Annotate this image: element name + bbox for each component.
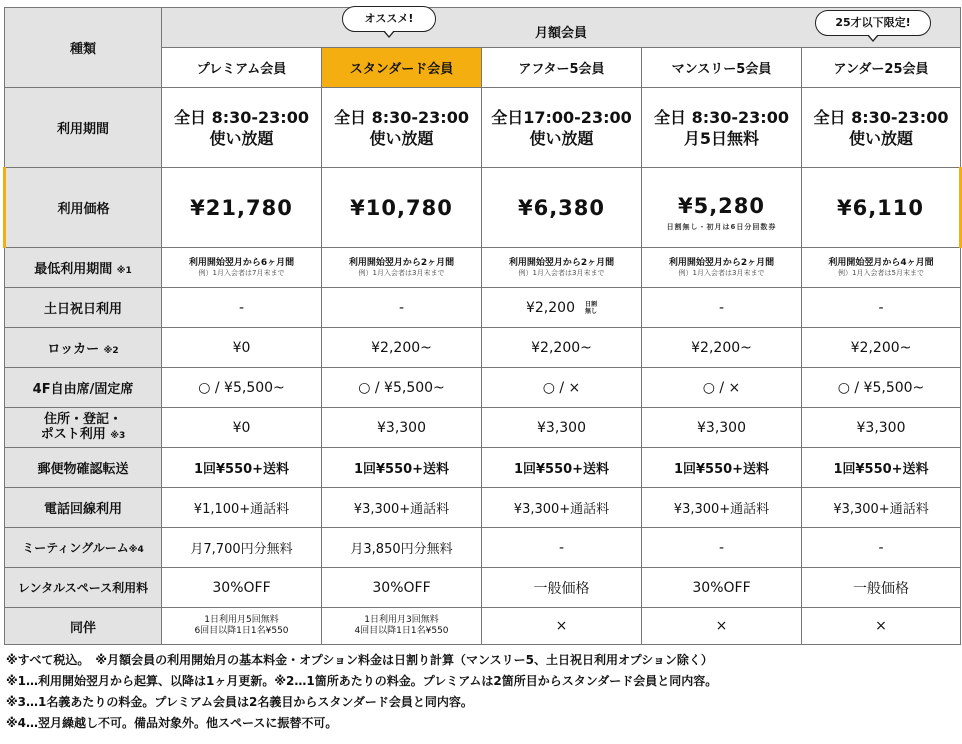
min-period-row [5, 248, 961, 288]
mail-row [5, 448, 961, 488]
row-label-mail: 郵便物確認転送 [5, 448, 162, 488]
period-cell: 全日 8:30-23:00 月5日無料 [642, 88, 802, 168]
type-header-label: 種類 [69, 42, 96, 57]
mail-cell: 1回¥550+送料 [642, 448, 802, 488]
meeting-cell: 月7,700円分無料 [162, 528, 322, 568]
under25-callout: 25才以下限定! [815, 10, 931, 36]
seats-cell: ○ / ¥5,500~ [802, 368, 961, 408]
locker-cell: ¥2,200~ [642, 328, 802, 368]
locker-cell: ¥0 [162, 328, 322, 368]
phone-cell: ¥1,100+通話料 [162, 488, 322, 528]
monthly-member-label: 月額会員 [535, 26, 588, 41]
mail-cell: 1回¥550+送料 [482, 448, 642, 488]
row-label-address: 住所・登記・ ポスト利用 ※3 [5, 408, 162, 448]
period-cell: 全日 8:30-23:00 使い放題 [802, 88, 961, 168]
plan-monthly5: マンスリー5会員 [642, 48, 802, 88]
plan-standard: スタンダード会員 [322, 48, 482, 88]
seats-cell: ○ / × [642, 368, 802, 408]
rental-cell: 30%OFF [642, 568, 802, 608]
locker-cell: ¥2,200~ [482, 328, 642, 368]
locker-row [5, 328, 961, 368]
row-label-period: 利用期間 [5, 88, 162, 168]
address-cell: ¥0 [162, 408, 322, 448]
phone-cell: ¥3,300+通話料 [482, 488, 642, 528]
address-cell: ¥3,300 [482, 408, 642, 448]
companion-cell: × [642, 608, 802, 645]
companion-row [5, 608, 961, 645]
seats-cell: ○ / ¥5,500~ [162, 368, 322, 408]
row-label-companion: 同伴 [5, 608, 162, 645]
row-label-price: 利用価格 [5, 168, 162, 248]
plan-under25: アンダー25会員 [802, 48, 961, 88]
rental-row [5, 568, 961, 608]
weekend-cell: - [642, 288, 802, 328]
row-label-locker: ロッカー ※2 [5, 328, 162, 368]
row-label-phone: 電話回線利用 [5, 488, 162, 528]
address-cell: ¥3,300 [802, 408, 961, 448]
min-period-cell: 利用開始翌月から2ヶ月間 例）1月入会者は3月末まで [482, 248, 642, 288]
weekend-cell: - [162, 288, 322, 328]
phone-cell: ¥3,300+通話料 [802, 488, 961, 528]
footnote: ※4…翌月繰越し不可。備品対象外。他スペースに振替不可。 [6, 716, 338, 730]
meeting-cell: - [802, 528, 961, 568]
mail-cell: 1回¥550+送料 [322, 448, 482, 488]
phone-cell: ¥3,300+通話料 [322, 488, 482, 528]
weekend-cell: ¥2,200 日割 無し [482, 288, 642, 328]
seats-cell: ○ / × [482, 368, 642, 408]
meeting-cell: - [642, 528, 802, 568]
rental-cell: 30%OFF [162, 568, 322, 608]
row-label-meeting: ミーティングルーム※4 [5, 528, 162, 568]
price-row [5, 168, 961, 248]
row-label-seats: 4F自由席/固定席 [5, 368, 162, 408]
rental-cell: 一般価格 [482, 568, 642, 608]
min-period-cell: 利用開始翌月から6ヶ月間 例）1月入会者は7月末まで [162, 248, 322, 288]
phone-cell: ¥3,300+通話料 [642, 488, 802, 528]
min-period-cell: 利用開始翌月から2ヶ月間 例）1月入会者は3月末まで [642, 248, 802, 288]
min-period-cell: 利用開始翌月から4ヶ月間 例）1月入会者は5月末まで [802, 248, 961, 288]
rental-cell: 一般価格 [802, 568, 961, 608]
period-cell: 全日 8:30-23:00 使い放題 [322, 88, 482, 168]
footnotes [6, 650, 961, 734]
seats-cell: ○ / ¥5,500~ [322, 368, 482, 408]
weekend-after5-note: 日割 無し [584, 300, 597, 315]
period-cell: 全日17:00-23:00 使い放題 [482, 88, 642, 168]
plan-premium: プレミアム会員 [162, 48, 322, 88]
address-cell: ¥3,300 [642, 408, 802, 448]
plan-after5: アフター5会員 [482, 48, 642, 88]
footnote: ※すべて税込。 ※月額会員の利用開始月の基本料金・オプション料金は日割り計算（マンスリー5、土日祝日利用オプション除く） [6, 653, 713, 667]
min-period-cell: 利用開始翌月から2ヶ月間 例）1月入会者は3月末まで [322, 248, 482, 288]
footnote: ※3…1名義あたりの料金。プレミアム会員は2名義目からスタンダード会員と同内容。 [6, 695, 473, 709]
weekend-cell: - [322, 288, 482, 328]
address-cell: ¥3,300 [322, 408, 482, 448]
mail-cell: 1回¥550+送料 [162, 448, 322, 488]
meeting-row [5, 528, 961, 568]
weekend-cell: - [802, 288, 961, 328]
meeting-cell: 月3,850円分無料 [322, 528, 482, 568]
price-monthly5: ¥5,280 日割無し・初月は6日分回数券 [642, 168, 802, 248]
price-monthly5-note: 日割無し・初月は6日分回数券 [666, 222, 777, 231]
companion-cell: × [482, 608, 642, 645]
companion-cell: 1日利用月5回無料 6回目以降1日1名¥550 [162, 608, 322, 645]
row-label-min-period: 最低利用期間 ※1 [5, 248, 162, 288]
companion-cell: × [802, 608, 961, 645]
price-after5: ¥6,380 [482, 168, 642, 248]
meeting-cell: - [482, 528, 642, 568]
companion-cell: 1日利用月3回無料 4回目以降1日1名¥550 [322, 608, 482, 645]
pricing-table [3, 7, 962, 645]
address-row [5, 408, 961, 448]
mail-cell: 1回¥550+送料 [802, 448, 961, 488]
locker-cell: ¥2,200~ [802, 328, 961, 368]
weekend-row [5, 288, 961, 328]
price-under25: ¥6,110 [802, 168, 961, 248]
type-header [5, 8, 162, 88]
phone-row [5, 488, 961, 528]
footnote: ※1…利用開始翌月から起算、以降は1ヶ月更新。※2…1箇所あたりの料金。プレミアムは2箇所目からスタンダード会員と同内容。 [6, 674, 718, 688]
rental-cell: 30%OFF [322, 568, 482, 608]
price-premium: ¥21,780 [162, 168, 322, 248]
row-label-rental: レンタルスペース利用料 [5, 568, 162, 608]
locker-cell: ¥2,200~ [322, 328, 482, 368]
period-row [5, 88, 961, 168]
recommend-callout: オススメ! [342, 6, 436, 32]
row-label-weekend: 土日祝日利用 [5, 288, 162, 328]
seats-row [5, 368, 961, 408]
period-cell: 全日 8:30-23:00 使い放題 [162, 88, 322, 168]
price-standard: ¥10,780 [322, 168, 482, 248]
